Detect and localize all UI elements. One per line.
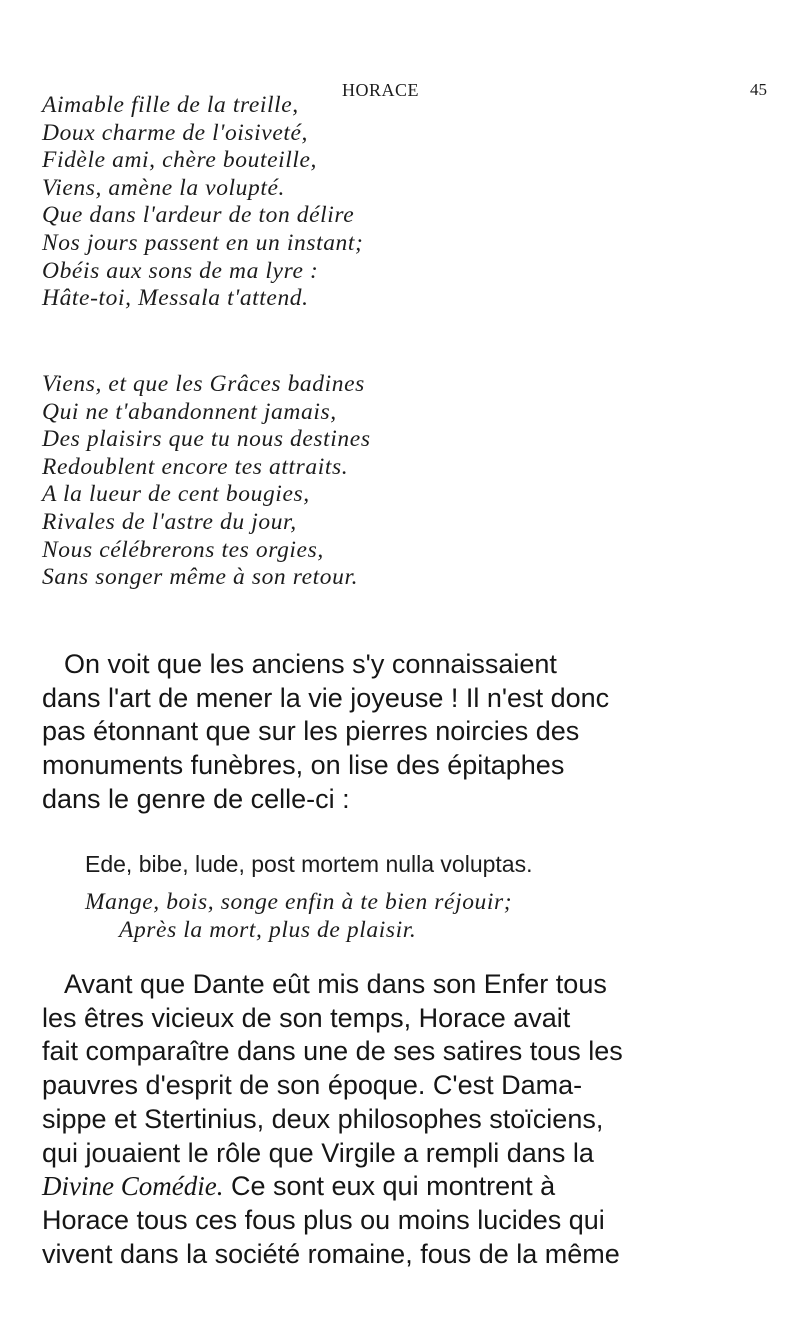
paragraph-1	[42, 648, 782, 817]
epitaph-french	[85, 889, 512, 944]
paragraph-line: fait comparaître dans une de ses satires tous les	[42, 1036, 623, 1067]
verse-line: Obéis aux sons de ma lyre :	[42, 257, 319, 284]
paragraph-line: monuments funèbres, on lise des épitaphes	[42, 750, 565, 781]
paragraph-line: pas étonnant que sur les pierres noircies des	[42, 716, 580, 747]
verse-line: Qui ne t'abandonnent jamais,	[42, 398, 337, 425]
paragraph-line: Avant que Dante eût mis dans son Enfer tous	[64, 969, 607, 999]
verse-line: Nos jours passent en un instant;	[42, 229, 364, 256]
verse-line: Que dans l'ardeur de ton délire	[42, 202, 355, 229]
page-number: 45	[750, 80, 767, 99]
verse-line: Viens, et que les Grâces badines	[42, 371, 365, 397]
running-title: HORACE	[342, 80, 420, 100]
epitaph-line: Après la mort, plus de plaisir.	[119, 916, 417, 943]
paragraph-line: les êtres vicieux de son temps, Horace avait	[42, 1002, 571, 1033]
paragraph-line: On voit que les anciens s'y connaissaient	[64, 649, 557, 679]
verse-line: Des plaisirs que tu nous destines	[42, 426, 371, 453]
paragraph-line: dans l'art de mener la vie joyeuse ! Il n'est donc	[42, 682, 610, 713]
verse-line: Redoublent encore tes attraits.	[42, 453, 349, 480]
verse-line: Hâte-toi, Messala t'attend.	[42, 285, 309, 312]
verse-line: Rivales de l'astre du jour,	[42, 508, 297, 535]
work-title: Divine Comédie.	[42, 1171, 224, 1202]
verse-line: Fidèle ami, chère bouteille,	[42, 147, 317, 174]
paragraph-line: Horace tous ces fous plus ou moins lucides qui	[42, 1204, 605, 1235]
verse-line: Nous célébrerons tes orgies,	[42, 536, 324, 563]
verse-line: Aimable fille de la treille,	[42, 92, 299, 118]
verse-line: A la lueur de cent bougies,	[42, 481, 310, 508]
poem-stanza-1	[42, 92, 363, 313]
verse-line: Sans songer même à son retour.	[42, 564, 359, 591]
paragraph-line-rest: Ce sont eux qui montrent à	[223, 1171, 556, 1202]
paragraph-line-with-title	[42, 1170, 782, 1204]
paragraph-line: pauvres d'esprit de son époque. C'est Dama-	[42, 1070, 583, 1101]
verse-line: Doux charme de l'oisiveté,	[42, 119, 308, 146]
paragraph-line: qui jouaient le rôle que Virgile a rempli dans la	[42, 1137, 594, 1168]
paragraph-line: vivent dans la société romaine, fous de la même	[42, 1238, 620, 1269]
epitaph-latin: Ede, bibe, lude, post mortem nulla voluptas.	[85, 851, 533, 877]
paragraph-line: sippe et Stertinius, deux philosophes stoïciens,	[42, 1103, 604, 1134]
poem-stanza-2	[42, 371, 371, 592]
paragraph-2	[42, 968, 782, 1271]
paragraph-line: dans le genre de celle-ci :	[42, 783, 350, 814]
epitaph-line: Mange, bois, songe enfin à te bien réjouir;	[85, 889, 513, 915]
verse-line: Viens, amène la volupté.	[42, 174, 286, 201]
